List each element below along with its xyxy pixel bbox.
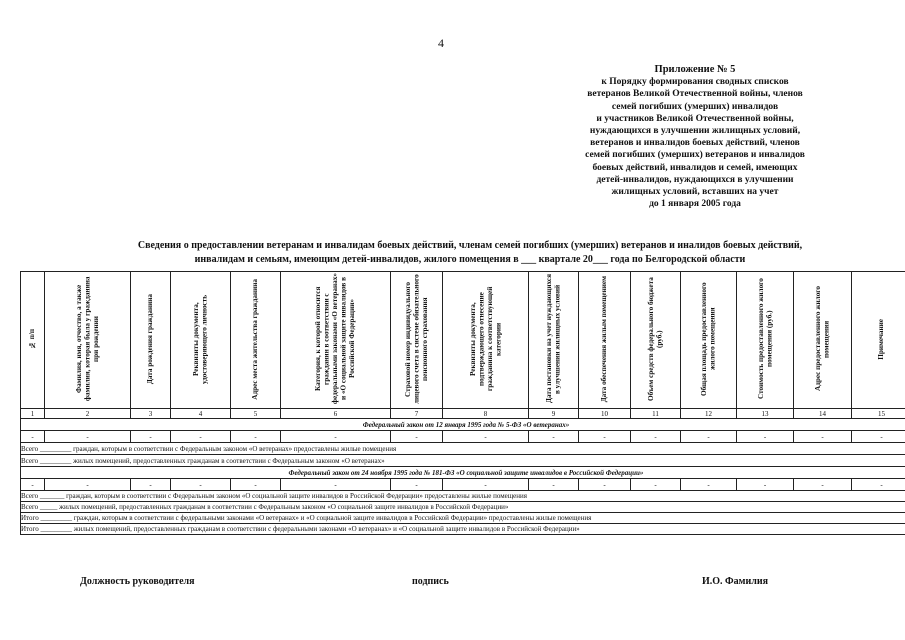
table-cell: -	[737, 479, 794, 491]
heading-line-2: инвалидам и семьям, имеющим детей-инвалидов, жилого помещения в ___ квартале 20___ года по Белгородской области	[194, 253, 746, 265]
report-table	[20, 271, 905, 535]
data-row	[21, 479, 905, 491]
column-header: Категория, к которой относится гражданин в соответствии с федеральными законами «О ветеранах» и «О социальной защите инвалидов в Российской Федерации»	[281, 272, 391, 409]
table-cell: -	[231, 479, 281, 491]
column-header: Дата постановки на учет нуждающихся в улучшении жилищных условий	[529, 272, 579, 409]
appendix-line: боевых действий, инвалидов и семей, имеющих	[592, 162, 798, 173]
page-number: 4	[438, 36, 444, 50]
table-cell: -	[231, 431, 281, 443]
total-text: Всего _______ граждан, которым в соответствии с Федеральным законом «О социальной защите инвалидов в Российской Федерации» предоставлены жилые помещения	[21, 491, 905, 502]
column-header: Страховой номер индивидуального лицевого счета в системе обязательного пенсионного страхования	[391, 272, 443, 409]
total-row	[21, 443, 905, 455]
heading-line-1: Сведения о предоставлении ветеранам и инвалидам боевых действий, членам семей погибших (умерших) ветеранов и иналидов боевых действий,	[137, 240, 803, 251]
appendix-line: и участников Великой Отечественной войны,	[596, 113, 794, 124]
column-header: Дата обеспечения жилым помещением	[579, 272, 631, 409]
table-cell: -	[131, 431, 171, 443]
section-title: Федеральный закон от 12 января 1995 года № 5-ФЗ «О ветеранах»	[21, 419, 905, 431]
column-number: 3	[131, 409, 171, 419]
column-header: Общая площадь предоставленного жилого помещения	[681, 272, 737, 409]
column-number: 6	[281, 409, 391, 419]
column-number: 13	[737, 409, 794, 419]
column-number: 14	[794, 409, 852, 419]
column-number: 2	[45, 409, 131, 419]
appendix-block	[560, 64, 830, 210]
appendix-line: нуждающихся в улучшении жилищных условий,	[589, 126, 801, 137]
column-number: 5	[231, 409, 281, 419]
table-cell: -	[45, 431, 131, 443]
table-cell: -	[579, 431, 631, 443]
table-cell: -	[794, 479, 852, 491]
table-cell: -	[852, 479, 905, 491]
column-header: Реквизиты документа, подтверждающего отнесение гражданина к соответствующей категории	[443, 272, 529, 409]
appendix-line: ветеранов Великой Отечественной войны, членов	[587, 89, 803, 100]
column-number: 11	[631, 409, 681, 419]
table-cell: -	[391, 479, 443, 491]
column-number: 1	[21, 409, 45, 419]
column-header: Адрес места жительства гражданина	[231, 272, 281, 409]
table-cell: -	[794, 431, 852, 443]
column-number: 7	[391, 409, 443, 419]
table-cell: -	[171, 479, 231, 491]
column-header: Стоимость предоставленного жилого помещения (руб.)	[737, 272, 794, 409]
appendix-line: детей-инвалидов, нуждающихся в улучшении	[596, 174, 794, 185]
total-row	[21, 502, 905, 513]
table-cell: -	[443, 431, 529, 443]
column-header: Дата рождения гражданина	[131, 272, 171, 409]
report-heading	[60, 239, 880, 266]
column-number: 12	[681, 409, 737, 419]
table-cell: -	[171, 431, 231, 443]
total-row	[21, 455, 905, 467]
table-cell: -	[391, 431, 443, 443]
column-number: 8	[443, 409, 529, 419]
name-label: И.О. Фамилия	[702, 576, 769, 587]
table-cell: -	[631, 431, 681, 443]
appendix-line: ветеранов и инвалидов боевых действий, членов	[590, 138, 800, 149]
appendix-title: Приложение № 5	[654, 64, 736, 75]
table-cell: -	[681, 479, 737, 491]
table-cell: -	[45, 479, 131, 491]
section-title: Федеральный закон от 24 ноября 1995 года № 181-ФЗ «О социальной защите инвалидов в Российской Федерации»	[21, 467, 905, 479]
table-cell: -	[852, 431, 905, 443]
appendix-line: семей погибших (умерших) ветеранов и инвалидов	[585, 150, 805, 161]
column-header: Адрес предоставленного жилого помещения	[794, 272, 852, 409]
table-cell: -	[737, 431, 794, 443]
column-header: Примечание	[852, 272, 905, 409]
table-cell: -	[681, 431, 737, 443]
table-cell: -	[281, 431, 391, 443]
grand-total-text: Итого _________ граждан, которым в соответствии с федеральными законами «О ветеранах» и «О социальной защите инвалидов в Российской Федерации» предоставлены жилые помещения	[21, 513, 905, 524]
table-cell: -	[579, 479, 631, 491]
table-cell: -	[281, 479, 391, 491]
total-text: Всего _________ граждан, которым в соответствии с Федеральным законом «О ветеранах» предоставлены жилые помещения	[21, 443, 905, 455]
signature-label: подпись	[412, 576, 449, 587]
column-header: Объем средств федерального бюджета (руб.)	[631, 272, 681, 409]
column-number: 15	[852, 409, 905, 419]
column-header: Фамилия, имя, отчество, а также фамилия, которая была у гражданина при рождении	[45, 272, 131, 409]
column-header: № п/п	[21, 272, 45, 409]
appendix-line: до 1 января 2005 года	[649, 199, 741, 210]
table-cell: -	[21, 431, 45, 443]
column-number: 4	[171, 409, 231, 419]
total-row	[21, 491, 905, 502]
position-label: Должность руководителя	[80, 576, 195, 587]
column-number-row	[21, 409, 905, 419]
appendix-line: жилищных условий, вставших на учет	[611, 187, 779, 198]
table-cell: -	[529, 479, 579, 491]
appendix-line: к Порядку формирования сводных списков	[601, 77, 789, 88]
grand-total-row	[21, 513, 905, 524]
total-text: Всего _________ жилых помещений, предоставленных гражданам в соответствии с Федеральным законом «О ветеранах»	[21, 455, 905, 467]
column-header: Реквизиты документа, удостоверяющего личность	[171, 272, 231, 409]
column-number: 10	[579, 409, 631, 419]
header-row	[21, 272, 905, 409]
section-row-disabled	[21, 467, 905, 479]
column-number: 9	[529, 409, 579, 419]
table-cell: -	[631, 479, 681, 491]
table-cell: -	[131, 479, 171, 491]
table-cell: -	[529, 431, 579, 443]
grand-total-row	[21, 524, 905, 535]
table-cell: -	[443, 479, 529, 491]
section-row-veterans	[21, 419, 905, 431]
total-text: Всего _____ жилых помещений, предоставленных гражданам в соответствии с Федеральным законом «О социальной защите инвалидов в Российской Федерации»	[21, 502, 905, 513]
grand-total-text: Итого _________ жилых помещений, предоставленных гражданам в соответствии с федеральными законами «О ветеранах» и «О социальной защите инвалидов в Российской Федерации»	[21, 524, 905, 535]
data-row	[21, 431, 905, 443]
table-cell: -	[21, 479, 45, 491]
appendix-line: семей погибших (умерших) инвалидов	[611, 101, 779, 112]
